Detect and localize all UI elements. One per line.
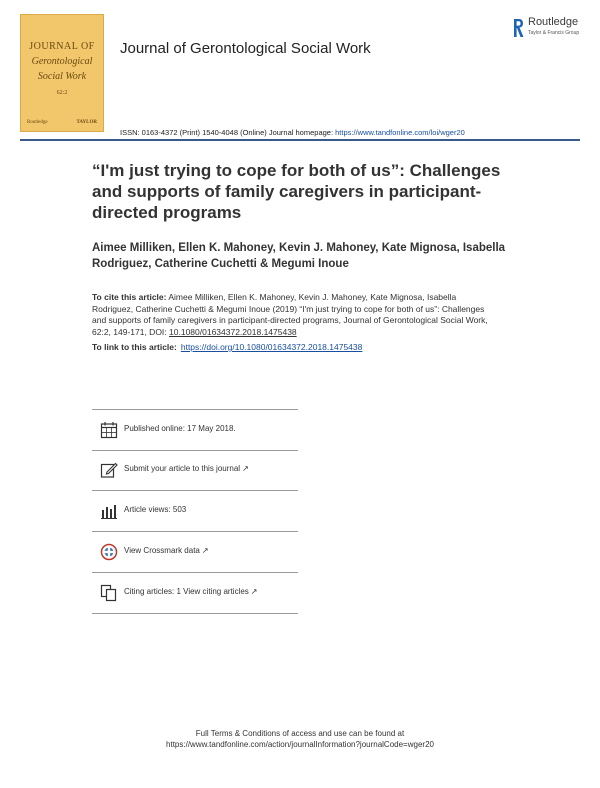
cover-line-3: Social Work bbox=[37, 71, 87, 82]
external-link-icon: ↗ bbox=[242, 464, 249, 473]
bar-chart-icon bbox=[100, 502, 118, 520]
cover-line-4: 62:2 bbox=[56, 90, 68, 96]
external-link-icon: ↗ bbox=[250, 587, 258, 596]
crossmark-icon bbox=[100, 543, 118, 561]
logo-subtitle: Taylor & Francis Group bbox=[528, 30, 580, 36]
link-label: To link to this article: bbox=[92, 342, 177, 352]
cover-line-1: JOURNAL OF bbox=[29, 41, 95, 52]
submit-article-row[interactable] bbox=[92, 450, 298, 491]
issn-line bbox=[120, 128, 465, 137]
journal-cover-image bbox=[20, 14, 104, 132]
calendar-icon bbox=[100, 421, 118, 439]
cover-publisher-right: TAYLOR bbox=[76, 120, 97, 125]
logo-brand: Routledge bbox=[528, 16, 579, 28]
citing-articles-link[interactable]: Citing articles: 1 View citing articles bbox=[124, 587, 249, 596]
footer bbox=[0, 728, 600, 750]
article-views-row bbox=[92, 491, 298, 532]
routledge-logo bbox=[512, 16, 592, 44]
article-views-text: Article views: 503 bbox=[124, 505, 187, 514]
citation-text: Aimee Milliken, Ellen K. Mahoney, Kevin J. Mahoney, Kate Mignosa, Isabella Rodriguez, Catherine Cuchetti & Megumi Inoue (2019) “I'm just trying to cope for both of us”: Challenges and supports of family caregivers in participant-directed programs, Journal of Gerontological Social Work, 62:2, 149-171, DOI: bbox=[92, 292, 488, 337]
crossmark-link[interactable]: View Crossmark data bbox=[124, 546, 200, 555]
issn-text: ISSN: 0163-4372 (Print) 1540-4048 (Online) Journal homepage: bbox=[120, 128, 336, 137]
journal-homepage-link[interactable]: https://www.tandfonline.com/loi/wger20 bbox=[335, 128, 465, 137]
footer-terms-link[interactable]: https://www.tandfonline.com/action/journalInformation?journalCode=wger20 bbox=[166, 740, 434, 749]
published-date-text: Published online: 17 May 2018. bbox=[124, 424, 236, 433]
article-title: “I'm just trying to cope for both of us”: Challenges and supports of family caregivers in participant-directed programs bbox=[92, 161, 501, 222]
article-link-line bbox=[92, 342, 362, 352]
cover-publisher-left: Routledge bbox=[27, 120, 48, 125]
routledge-r-icon bbox=[512, 18, 525, 38]
external-link-icon: ↗ bbox=[201, 546, 209, 555]
header-rule bbox=[20, 139, 580, 141]
cover-line-2: Gerontological bbox=[31, 56, 93, 67]
citation-label: To cite this article: bbox=[92, 292, 167, 302]
footer-terms-text: Full Terms & Conditions of access and use can be found at bbox=[195, 729, 405, 738]
submit-article-link[interactable]: Submit your article to this journal bbox=[124, 464, 241, 473]
citing-articles-row[interactable] bbox=[92, 573, 298, 614]
edit-icon bbox=[100, 461, 118, 479]
published-row bbox=[92, 409, 298, 451]
article-authors: Aimee Milliken, Ellen K. Mahoney, Kevin J. Mahoney, Kate Mignosa, Isabella Rodriguez, Catherine Cuchetti & Megumi Inoue bbox=[92, 242, 506, 270]
article-doi-link[interactable]: https://doi.org/10.1080/01634372.2018.1475438 bbox=[180, 342, 363, 352]
crossmark-row[interactable] bbox=[92, 532, 298, 573]
journal-title: Journal of Gerontological Social Work bbox=[120, 40, 371, 57]
citation-block bbox=[92, 292, 492, 338]
citation-doi: 10.1080/01634372.2018.1475438 bbox=[169, 326, 297, 337]
copy-icon bbox=[100, 584, 118, 602]
